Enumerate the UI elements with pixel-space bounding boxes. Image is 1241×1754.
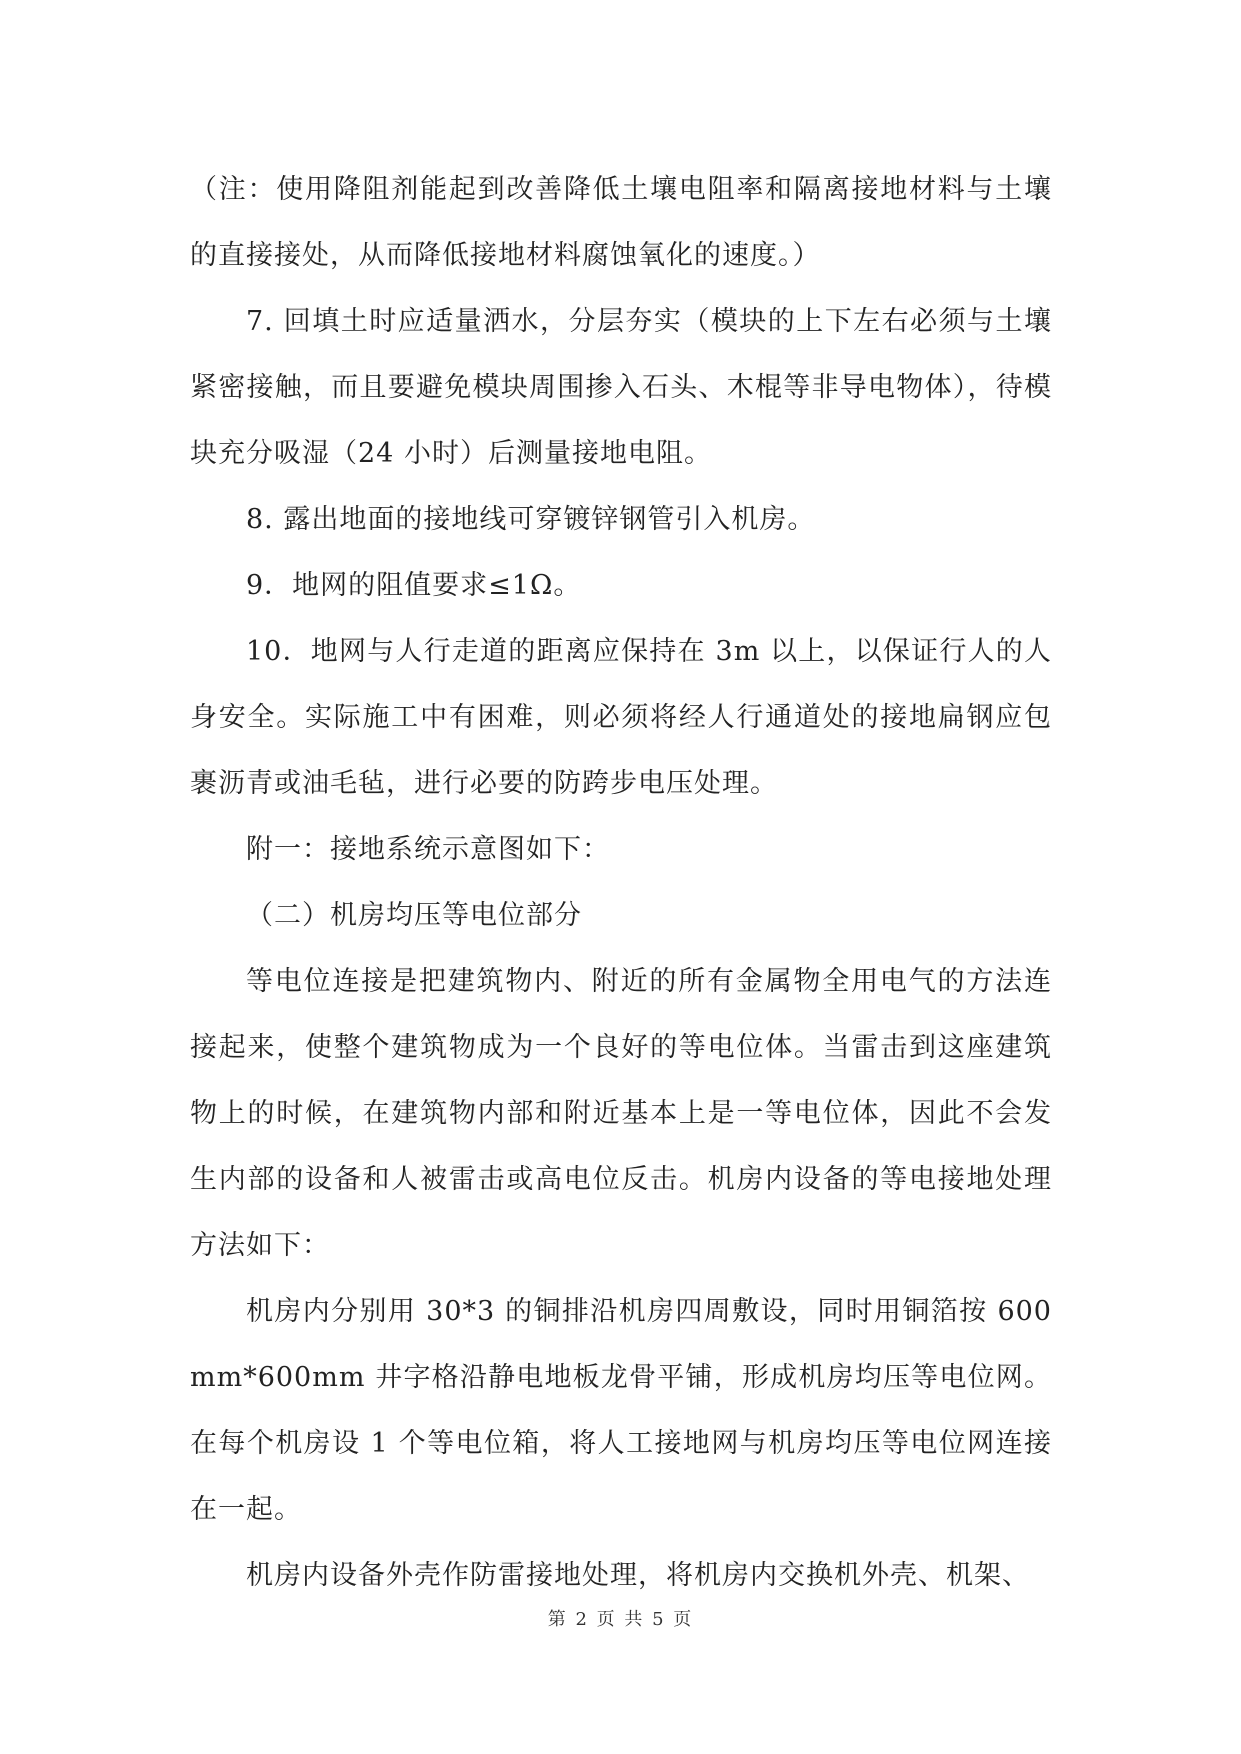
paragraph-item-10: 10．地网与人行走道的距离应保持在 3m 以上，以保证行人的人身安全。实际施工中有困难，则必须将经人行通道处的接地扁钢应包裹沥青或油毛毡，进行必要的防跨步电压处理。	[190, 636, 1052, 799]
paragraph-copper-bar: 机房内分别用 30*3 的铜排沿机房四周敷设，同时用铜箔按 600mm*600mm 井字格沿静电地板龙骨平铺，形成机房均压等电位网。在每个机房设 1 个等电位箱，将人工接地网与机房均压等电位网连接在一起。	[190, 1296, 1052, 1525]
section-heading: （二）机房均压等电位部分	[246, 900, 582, 931]
document-body	[190, 157, 1052, 1609]
paragraph-appendix: 附一：接地系统示意图如下：	[246, 834, 610, 865]
page-footer: 第 2 页 共 5 页	[547, 1609, 694, 1630]
paragraph-item-9: 9．地网的阻值要求≤1Ω。	[246, 570, 582, 601]
paragraph-item-8: 8. 露出地面的接地线可穿镀锌钢管引入机房。	[246, 504, 816, 535]
paragraph-note: （注：使用降阻剂能起到改善降低土壤电阻率和隔离接地材料与土壤的直接接处，从而降低接地材料腐蚀氧化的速度。）	[190, 174, 1052, 271]
paragraph-equipotential: 等电位连接是把建筑物内、附近的所有金属物全用电气的方法连接起来，使整个建筑物成为一个良好的等电位体。当雷击到这座建筑物上的时候，在建筑物内部和附近基本上是一等电位体，因此不会发生内部的设备和人被雷击或高电位反击。机房内设备的等电接地处理方法如下：	[190, 966, 1052, 1261]
paragraph-equipment-grounding: 机房内设备外壳作防雷接地处理，将机房内交换机外壳、机架、	[246, 1560, 1030, 1591]
paragraph-item-7: 7. 回填土时应适量洒水，分层夯实（模块的上下左右必须与土壤紧密接触，而且要避免模块周围掺入石头、木棍等非导电物体），待模块充分吸湿（24 小时）后测量接地电阻。	[190, 306, 1052, 469]
